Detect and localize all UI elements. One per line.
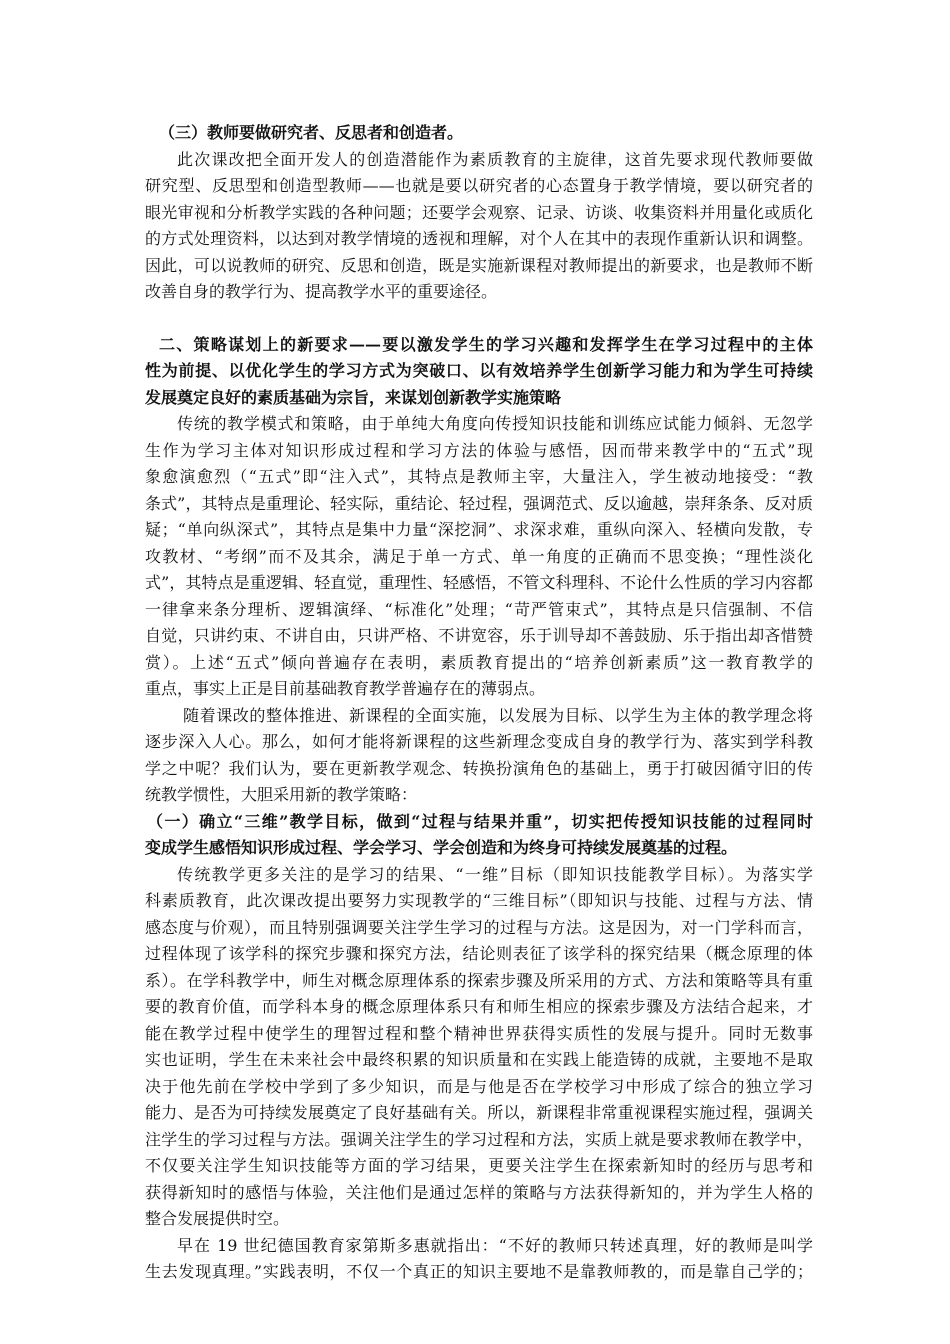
text-line: 要的教育价值，而学科本身的概念原理体系只有和师生相应的探索步骤及方法结合起来，才 xyxy=(145,997,813,1016)
section-heading xyxy=(145,120,813,147)
text-line: 逐步深入人心。那么，如何才能将新课程的这些新理念变成自身的教学行为、落实到学科教 xyxy=(145,732,813,751)
text-line: 感态度与价观），而且特别强调要关注学生学习的过程与方法。这是因为，对一门学科而言， xyxy=(145,917,813,937)
body-paragraph xyxy=(145,862,813,1233)
text-line: 生作为学习主体对知识形成过程和学习方法的体验与感悟，因而带来教学中的“五式”现 xyxy=(145,440,813,460)
text-line: 传统教学更多关注的是学习的结果、“一维”目标（即知识技能教学目标）。为落实学 xyxy=(177,864,813,884)
body-paragraph xyxy=(145,1233,813,1286)
text-line: 系）。在学科教学中，师生对概念原理体系的探索步骤及所采用的方式、方法和策略等具有重 xyxy=(145,970,813,990)
text-line: 改善自身的教学行为、提高教学水平的重要途径。 xyxy=(145,282,498,301)
text-line: 条式”，其特点是重理论、轻实际，重结论、轻过程，强调范式、反以逾越，崇拜条条、反对质 xyxy=(145,493,813,513)
text-line: 因此，可以说教师的研究、反思和创造，既是实施新课程对教师提出的新要求，也是教师不断 xyxy=(145,255,813,275)
text-line: 不仅要关注学生知识技能等方面的学习结果，更要关注学生在探索新知时的经历与思考和 xyxy=(145,1156,813,1175)
text-line: 统教学惯性，大胆采用新的教学策略： xyxy=(145,785,418,804)
text-line: 传统的教学模式和策略，由于单纯大角度向传授知识技能和训练应试能力倾斜、无忽学 xyxy=(177,414,813,433)
text-line: 变成学生感悟知识形成过程、学会学习、学会创造和为终身可持续发展奠基的过程。 xyxy=(145,838,738,857)
text-line: 过程体现了该学科的探究步骤和探究方法，结论则表征了该学科的探究结果（概念原理的体 xyxy=(145,944,813,963)
text-line: 研究型、反思型和创造型教师——也就是要以研究者的心态置身于教学情境，要以研究者的 xyxy=(145,176,813,195)
text-line: 重点，事实上正是目前基础教育教学普遍存在的薄弱点。 xyxy=(145,679,546,698)
text-line: 获得新知时的感悟与体验，关注他们是通过怎样的策略与方法获得新知的，并为学生人格的 xyxy=(145,1182,813,1202)
text-line: （三）教师要做研究者、反思者和创造者。 xyxy=(159,123,464,142)
text-line: 自觉，只讲约束、不讲自由，只讲严格、不讲宽容，乐于训导却不善鼓励、乐于指出却吝惜赞 xyxy=(145,626,813,645)
text-line: 式”，其特点是重逻辑、轻直觉，重理性、轻感悟，不管文科理科、不论什么性质的学习内容都 xyxy=(145,573,813,592)
text-line: 性为前提、以优化学生的学习方式为突破口、以有效培养学生创新学习能力和为学生可持续 xyxy=(145,361,813,380)
text-line: 能在教学过程中使学生的理智过程和整个精神世界获得实质性的发展与提升。同时无数事 xyxy=(145,1023,813,1043)
paragraph-spacer xyxy=(145,306,813,332)
text-line: 随着课改的整体推进、新课程的全面实施，以发展为目标、以学生为主体的教学理念将 xyxy=(183,705,813,725)
text-line: 早在 19 世纪德国教育家第斯多惠就指出：“不好的教师只转述真理，好的教师是叫学 xyxy=(177,1235,813,1255)
text-line: 一律拿来条分理析、逻辑演绎、“标准化”处理；“苛严管束式”，其特点是只信强制、不信 xyxy=(145,599,813,619)
text-line: 眼光审视和分析教学实践的各种问题；还要学会观察、记录、访谈、收集资料并用量化或质化 xyxy=(145,202,813,222)
text-line: 象愈演愈烈（“五式”即“注入式”，其特点是教师主宰，大量注入，学生被动地接受：“教 xyxy=(145,467,813,486)
text-line: 此次课改把全面开发人的创造潜能作为素质教育的主旋律，这首先要求现代教师要做 xyxy=(177,149,813,169)
body-paragraph xyxy=(145,411,813,703)
text-line: 二、策略谋划上的新要求——要以激发学生的学习兴趣和发挥学生在学习过程中的主体 xyxy=(159,334,813,354)
text-line: 攻教材、“考纲”而不及其余，满足于单一方式、单一角度的正确而不思变换；“理性淡化 xyxy=(145,546,813,566)
section-heading xyxy=(145,809,813,862)
text-line: 实也证明，学生在未来社会中最终积累的知识质量和在实践上能造铸的成就，主要地不是取 xyxy=(145,1050,813,1069)
body-paragraph xyxy=(145,703,813,809)
section-heading xyxy=(145,332,813,412)
text-line: 生去发现真理。”实践表明，不仅一个真正的知识主要地不是靠教师教的，而是靠自己学的； xyxy=(145,1262,813,1281)
text-line: 学之中呢？我们认为，要在更新教学观念、转换扮演角色的基础上，勇于打破因循守旧的传 xyxy=(145,758,813,778)
text-line: 决于他先前在学校中学到了多少知识，而是与他是否在学校学习中形成了综合的独立学习 xyxy=(145,1076,813,1096)
text-line: 发展奠定良好的素质基础为宗旨，来谋划创新教学实施策略 xyxy=(145,387,562,407)
text-line: 疑；“单向纵深式”，其特点是集中力量“深挖洞”、求深求难，重纵向深入、轻横向发散，专 xyxy=(145,520,813,539)
body-paragraph xyxy=(145,147,813,306)
document-page xyxy=(145,120,813,1286)
text-line: 赏）。上述“五式”倾向普遍存在表明，素质教育提出的“培养创新素质”这一教育教学的 xyxy=(145,652,813,672)
text-line: 能力、是否为可持续发展奠定了良好基础有关。所以，新课程非常重视课程实施过程，强调关 xyxy=(145,1103,813,1122)
text-line: （一）确立“三维”教学目标，做到“过程与结果并重”，切实把传授知识技能的过程同时 xyxy=(147,811,813,831)
text-line: 整合发展提供时空。 xyxy=(145,1209,290,1228)
text-line: 的方式处理资料，以达到对教学情境的透视和理解，对个人在其中的表现作重新认识和调整。 xyxy=(145,229,813,248)
text-line: 注学生的学习过程与方法。强调关注学生的学习过程和方法，实质上就是要求教师在教学中， xyxy=(145,1129,813,1149)
text-line: 科素质教育，此次课改提出要努力实现教学的“三维目标”（即知识与技能、过程与方法、情 xyxy=(145,891,813,910)
